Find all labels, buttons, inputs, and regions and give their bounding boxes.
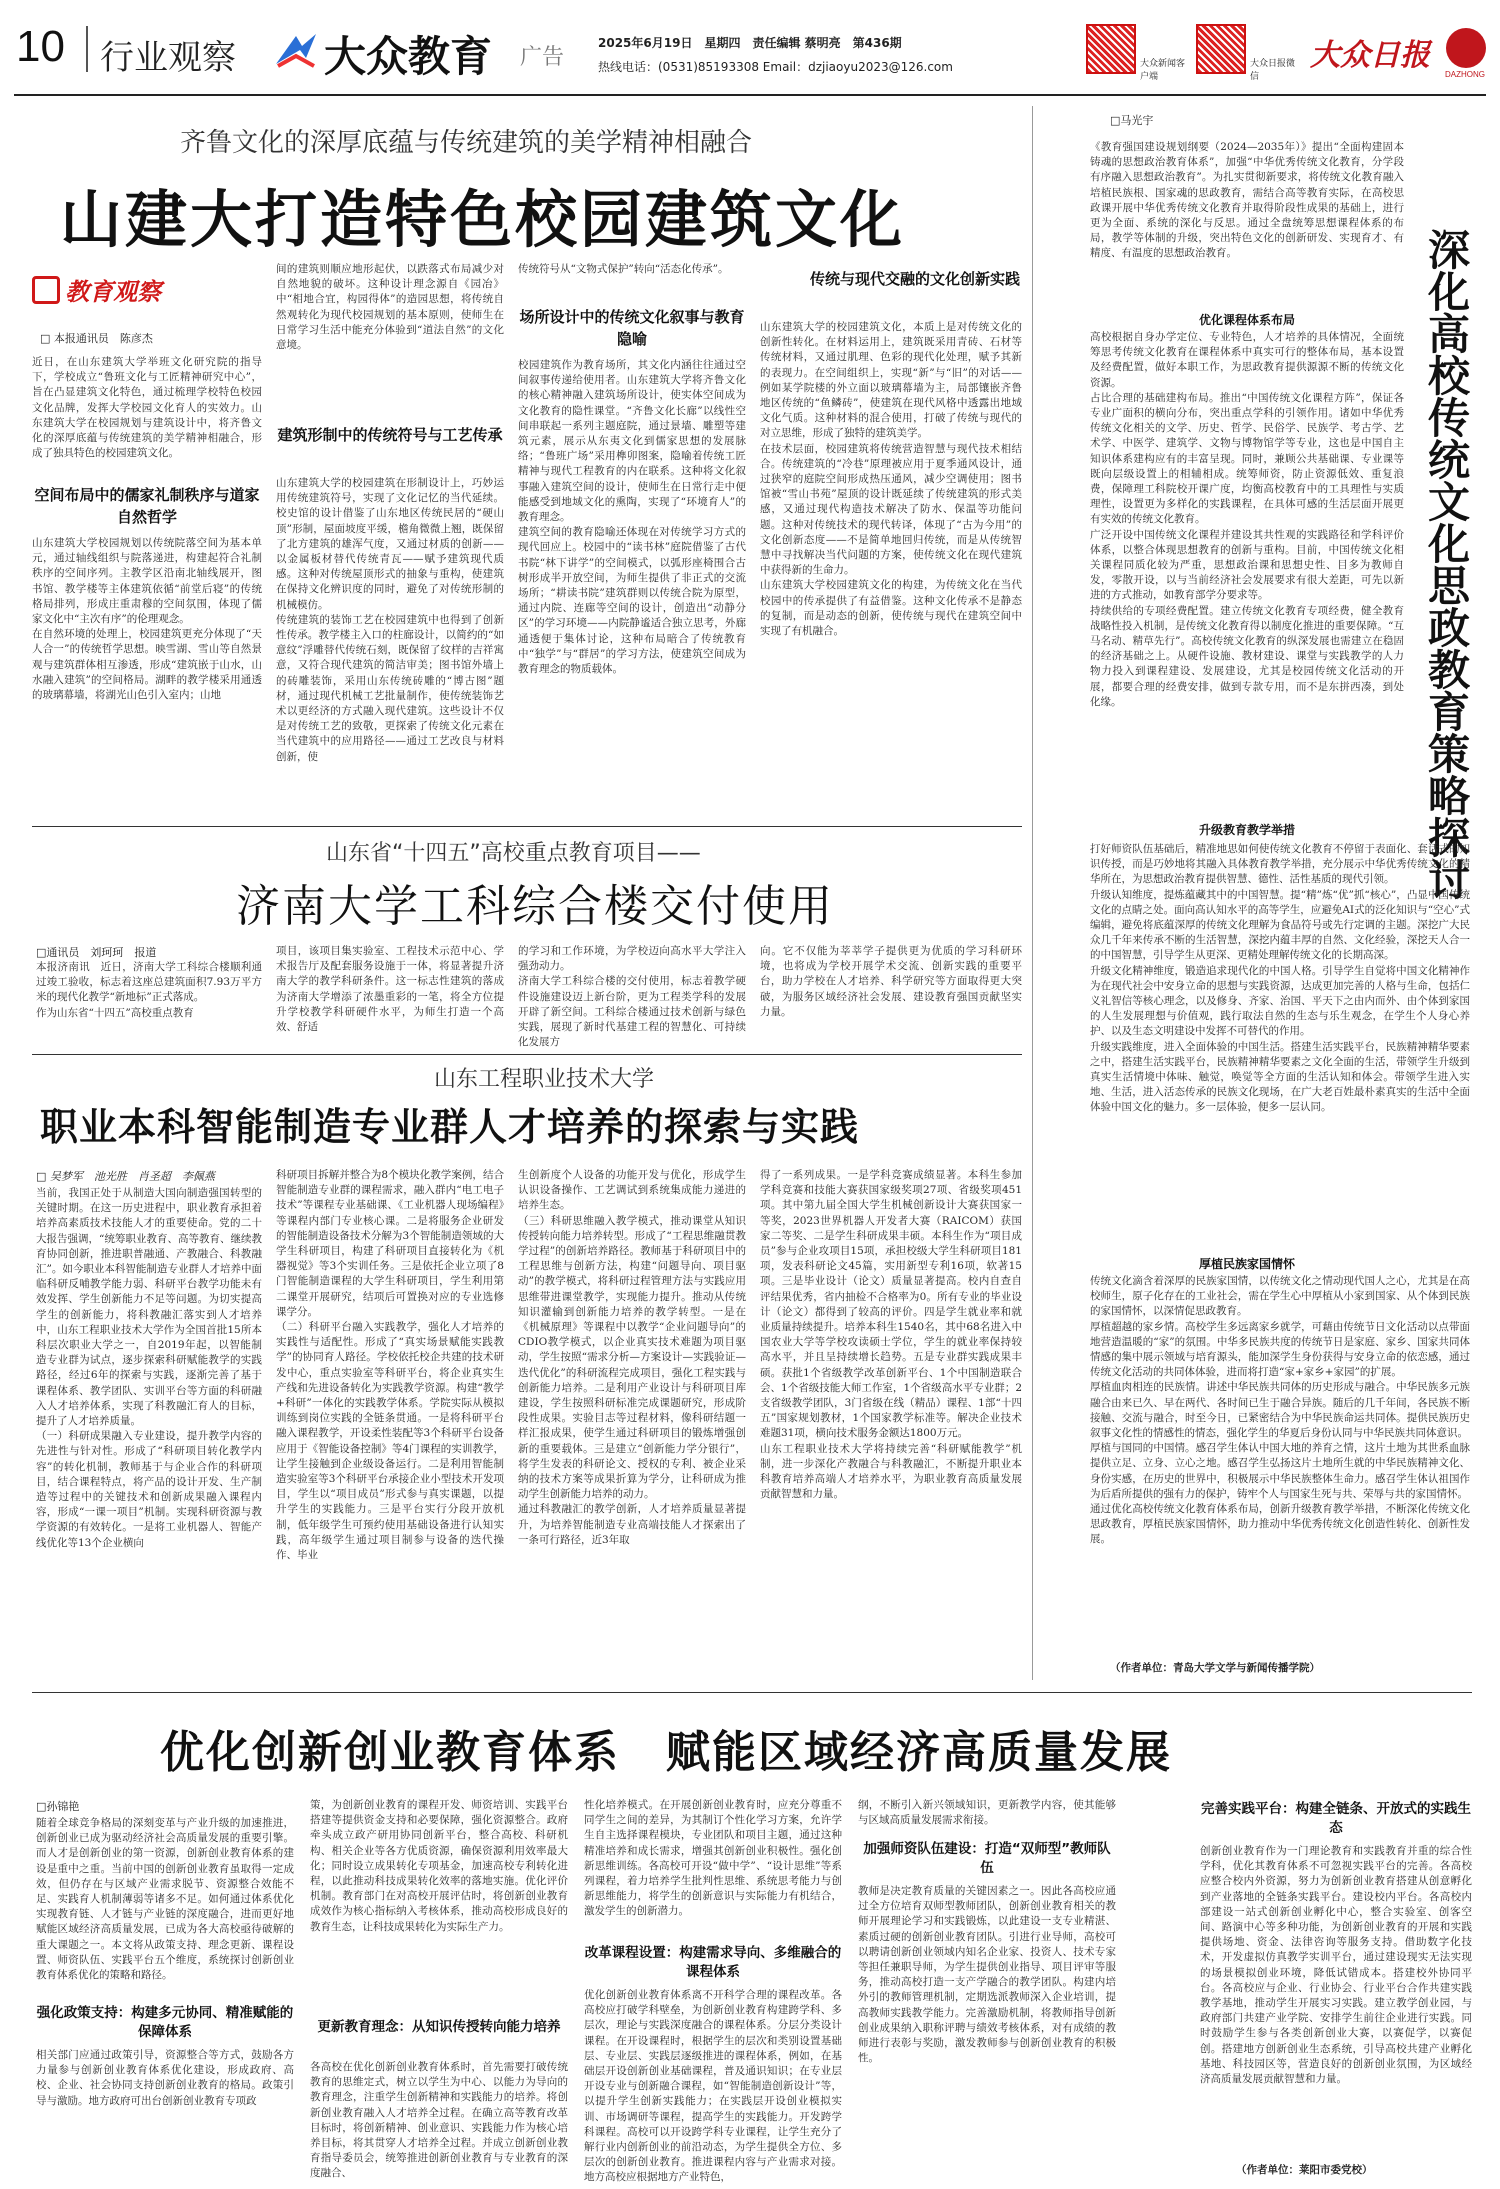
article-kicker: 山东工程职业技术大学 xyxy=(434,1067,655,1092)
article-body: 教师是决定教育质量的关键因素之一。因此各高校应通过全方位培育双师型教师团队，创新创业教育相关的教师开展理论学习和实践锻炼，以此建设一支专业精湛、素质过硬的创新创业教育团队。引进行业导师，高校可以聘请创新创业领域内知名企业家、投资人、技术专家等担任兼职导师，为学生提供创业指导、项目评审等服务，推动高校打造一支产学融合的教学团队。构建内培外引的教师管理机制，定期选派教师深入企业培训，提高教师实践教学能力。完善激励机制，将教师指导创新创业成果纳入职称评聘与绩效考核体系，对有成绩的教师进行表彰与奖励，激发教师参与创新创业教育的积极性。 xyxy=(858,1885,1116,2065)
article-body: 校园建筑作为教育场所，其文化内涵往往通过空间叙事传递给使用者。山东建筑大学将齐鲁文化的核心精神融入建筑场所设计，使实体空间成为文化教育的隐性课堂。“齐鲁文化长廊”以线性空间串联起一系列主题庭院，通过景墙、雕塑等建筑元素，展示从东夷文化到儒家思想的发展脉络；“鲁班广场”采用榫卯图案，隐喻着传统工匠精神与现代工程教育的内在联系。这种将文化叙事融入建筑空间的设计，使师生在日常行走中便能感受到地域文化的熏陶，实现了“环境育人”的教育理念。 建筑空间的教育隐喻还体现在对传统学习方式的现代回应上。校园中的“读书林”庭院借鉴了古代书院“林下讲学”的空间模式，以弧形座椅围合古树形成半开放空间，为师生提供了非正式的交流场所；“耕读书院”建筑群则以传统合院为原型，通过内院、连廊等空间的设计，创造出“动静分区”的学习环境——内院静谧适合独立思考，外廊通透便于集体讨论，这种布局暗合了传统教育中“独学”与“群居”的学习方法，使建筑空间成为教育理念的物质载体。 xyxy=(518,359,746,676)
article-body: 传统文化滴含着深厚的民族家国情，以传统文化之情动现代国人之心，尤其是在高校师生，原子化存在的工业社会，需在学生心中厚植从小家到国家、从个体到民族的家国情怀，以深情促思政教育。 厚植超越的家乡情。高校学生多远离家乡就学，可藉由传统节日文化活动以点带面地营造温暖的“家”的氛围。中华多民族共度的传统节日是家庭、家乡、国家共同体情感的集中展示领域与培育源头，能加深学生身份获得与安身立命的依恋感，通过传统文化活动的共同体体验，进而将打造“家+家乡+家园”的扩展。 厚植血肉相连的民族情。讲述中华民族共同体的历史形成与融合。中华民族多元族融合由来已久、早在两代、各时间已生于融合异族。随后的几千年间，各民族不断接触、交流与融合，时至今日，已紧密结合为中华民族命运共同体。提供民族历史叙事文化性的情感性的情态，强化学生的华夏后身份认同与中华民族共同体意识。 厚植与国同的中国情。感召学生体认中国大地的养育之情，这片土地为其世系血脉提供立足、立身、立心之地。感召学生弘扬这片土地所生就的中华民族精神文化、身份实感，在历史的世界中，积极展示中华民族整体生命力。感召学生体认祖国作为后盾所提供的强有力的保护，铸牢个人与国家生死与共、荣辱与共的家国情怀。 通过优化高校传统文化教育体系布局，创新升级教育教学举措，不断深化传统文化思政教育，厚植民族家国情怀，助力推动中华优秀传统文化创造性转化、创新性发展。 xyxy=(1090,1275,1470,1546)
masthead xyxy=(0,0,1500,92)
subheading: 升级教育教学举措 xyxy=(1198,823,1295,837)
header-divider xyxy=(86,26,88,72)
dazhong-logo: 大众日报 xyxy=(1310,38,1430,73)
article-body: 间的建筑则顺应地形起伏，以跌落式布局减少对自然地貌的破坏。这种设计理念源自《园冶》中“相地合宜，构园得体”的造园思想，将传统自然观转化为现代校园规划的基本原则，使师生在日常学习生活中能充分体验到“道法自然”的文化意境。 xyxy=(276,263,504,352)
byline: □通讯员 刘珂珂 报道 xyxy=(36,946,157,959)
section-rule xyxy=(32,1692,1472,1693)
column-tag-label: 教育观察 xyxy=(65,278,162,306)
article-body: 近日，在山东建筑大学举班文化研究院的指导下，学校成立“鲁班文化与工匠精神研究中心”，旨在凸显建筑文化特色，通过梳理学校特色校园文化品牌，发挥大学校园文化育人的实效力。山东建筑大学在校园规划与建筑设计中，将齐鲁文化的深厚底蕴与传统建筑的美学精神相融合，形成了独具特色的校园建筑文化。 xyxy=(32,356,262,460)
section-rule xyxy=(32,826,1022,827)
article-body: 各高校在优化创新创业教育体系时，首先需要打破传统教育的思维定式，树立以学生为中心、以能力为导向的教育理念，注重学生创新精神和实践能力的培养。将创新创业教育融入人才培养全过程。在确立高等教育改革目标时，将创新精神、创业意识、实践能力作为核心培养目标，将其贯穿人才培养全过程。并成立创新创业教育指导委员会，统筹推进创新创业教育与专业教育的深度融合、 xyxy=(310,2061,568,2180)
article-body: 性化培养模式。在开展创新创业教育时，应充分尊重不同学生之间的差异，为其制订个性化学习方案，允许学生自主选择课程模块，专业团队和项目主题，通过这种精准培养和成长需求，增强其创新创业积极性。强化创新思维训练。各高校可开设“做中学”、“设计思维”等系列课程，着力培养学生批判性思维、系统思考能力与创新思维能力，将学生的创新意识与实际能力有机结合，激发学生的创新潜力。 xyxy=(584,1799,842,1918)
subheading: 传统与现代交融的文化创新实践 xyxy=(810,270,1021,288)
section-name: 行业观察 xyxy=(100,38,236,78)
article-body: 打好师资队伍基础后，精准地思如何使传统文化教育不停留于表面化、套话式的知识传授，而是巧妙地将其融入具体教育教学举措，充分展示中华优秀传统文化的精华所在，为思想政治教育提供智慧、德性、活性基质的现代引领。 升级认知维度，提炼蕴藏其中的中国智慧。提“精”炼“优”抓“核心”，凸显中国传统文化的点睛之处。面向高认知水平的高等学生，应避免AI式的泛化知识与“空心”式编辑，避免将底蕴深厚的传统文化理解为食品符号或先行定调的主题。深挖广大民众几千年来传承不断的生活智慧，深挖内蕴丰厚的自然、文化经验，深挖天人合一的中国智慧，引导学生从更深、更精处理解传统文化的长期高深。 升级文化精神维度，锻造追求现代化的中国人格。引导学生自觉将中国文化精神作为在现代社会中安身立命的思想与实践资源，达成更加完善的人格与生命，包括仁义礼智信等核心理念，以及修身、齐家、治国、平天下之由内而外、由个体到家国的人生发展理想与价值观，践行取法自然的生态与乐生观念，在学生个人身心养护、以及生态文明建设中发挥不可替代的作用。 升级实践维度，进入全面体验的中国生活。搭建生活实践平台，民族精神精华要素之中，搭建生活实践平台，民族精神精华要素之文化全面的生活，带领学生升级到真实生活情境中体味、触觉，唤觉等全方面的生活认知和体会。带领学生进入实地、生活，进入活态传承的民族文化现场，在广大老百姓最朴素真实的生活中全面体验中国文化的魅力。多一层体验，便多一层认同。 xyxy=(1090,843,1470,1114)
paper-name: 大众教育 xyxy=(324,32,493,81)
subheading: 加强师资队伍建设：打造“双师型”教师队伍 xyxy=(863,1841,1111,1876)
subheading: 厚植民族家国情怀 xyxy=(1198,1257,1295,1271)
dazhong-logo-icon xyxy=(1446,28,1486,68)
subheading: 完善实践平台：构建全链条、开放式的实践生态 xyxy=(1201,1801,1471,1836)
qr-code-icon[interactable] xyxy=(1086,24,1136,74)
article-kicker: 山东省“十四五”高校重点教育项目—— xyxy=(326,841,701,866)
byline: □ 吴梦军 池光胜 肖圣超 李佩燕 xyxy=(36,1170,215,1183)
article-body: 相关部门应通过政策引导，资源整合等方式，鼓励各方力量参与创新创业教育体系优化建设，形成政府、高校、企业、社会协同支持创新创业教育的格局。政策引导与激励。地方政府可出台创新创业教育专项政 xyxy=(36,2049,294,2107)
article-title: 职业本科智能制造专业群人才培养的探索与实践 xyxy=(40,1105,860,1149)
article-body: 传统符号从“文物式保护”转向“活态化传承”。 xyxy=(518,263,729,275)
article-kicker: 齐鲁文化的深厚底蕴与传统建筑的美学精神相融合 xyxy=(180,128,753,158)
subheading: 强化政策支持：构建多元协同、精准赋能的保障体系 xyxy=(36,2005,294,2040)
subheading: 空间布局中的儒家礼制秩序与道家自然哲学 xyxy=(34,486,260,526)
article-body: 山东建筑大学的校园建筑文化，本质上是对传统文化的创新性转化。在材料运用上，建筑既采用青砖、石材等传统材料，又通过肌理、色彩的现代化处理，赋予其新的表现力。在空间组织上，实现“新”与“旧”的对话——例如某学院楼的外立面以玻璃幕墙为主，局部镶嵌齐鲁地区传统的“鱼鳞砖”，使建筑在现代风格中透露出地域文化气质。这种材料的混合使用，打破了传统与现代的对立思维，形成了独特的建筑美学。 在技术层面，校园建筑将传统营造智慧与现代技术相结合。传统建筑的“冷巷”原理被应用于夏季通风设计，通过狭窄的庭院空间形成热压通风，减少空调使用；图书馆被“雪山书苑”屋顶的设计既延续了传统建筑的形式美感，又通过现代构造技术解决了防水、保温等功能问题。这种对传统技术的现代转译，体现了“古为今用”的文化创新态度——不是简单地回归传统，而是从传统智慧中寻找解决当代问题的方案，使传统文化在现代建筑中获得新的生命力。 山东建筑大学校园建筑文化的构建，为传统文化在当代校园中的传承提供了有益借鉴。这种文化传承不是静态的复制，而是动态的创新，使传统与现代在建筑空间中实现了有机融合。 xyxy=(760,321,1022,638)
author-unit: （作者单位：青岛大学文学与新闻传播学院） xyxy=(1110,1662,1320,1674)
subheading: 优化课程体系布局 xyxy=(1198,313,1295,327)
byline: □ 本报通讯员 陈彦杰 xyxy=(40,332,153,345)
qr-caption: 大众新闻客户端 xyxy=(1140,59,1186,82)
article-title: 山建大打造特色校园建筑文化 xyxy=(60,183,906,256)
header-contact-line: 热线电话：(0531)85193308 Email：dzjiaoyu2023@126.com xyxy=(598,60,953,74)
qr-caption: 大众日报微信 xyxy=(1250,59,1296,82)
article-body: 创新创业教育作为一门理论教育和实践教育并重的综合性学科，优化其教育体系不可忽视实践平台的完善。各高校应整合校内外资源，努力为创新创业教育搭建从创意孵化到产业落地的全链条实践平台。建设校内平台。各高校内部建设一站式创新创业孵化中心，整合实验室、创客空间、路演中心等多种功能，为创新创业教育的开展和实践提供场地、资金、法律咨询等服务支持。借助数字化技术，开发虚拟仿真教学实训平台，通过建设现实无法实现的场景模拟创业环境，降低试错成本。搭建校外协同平台。各高校应与企业、行业协会、行业平台合作共建实践教学基地，推动学生开展实习实践。建立教学创业园，与政府部门共建产业学院、安排学生前往企业进行实践。同时鼓励学生参与各类创新创业大赛，以赛促学，以赛促创。搭建地方创新创业生态系统，引导高校共建产业孵化基地、科技园区等，营造良好的创新创业氛围，为区域经济高质量发展贡献智慧和力量。 xyxy=(1200,1845,1472,2086)
column-divider xyxy=(1032,106,1033,1680)
subheading: 建筑形制中的传统符号与工艺传承 xyxy=(277,426,503,444)
paper-logo-icon xyxy=(272,28,320,72)
section-rule xyxy=(32,1054,1022,1055)
article-body: 高校根据自身办学定位、专业特色，人才培养的具体情况，全面统筹思考传统文化教育在课程体系中真实可行的整体布局，基本设置及经费配置，做好本职工作，为思政教育提供源源不断的传统文化资源。 占比合理的基础建构布局。推出“中国传统文化课程方阵”，保证各专业广面积的横向分布，突出重点学科的引领作用。诸如中华优秀传统文化相关的文学、历史、哲学、民俗学、民族学、考古学、艺术学、中医学、建筑学、文物与博物馆学等专业，这也是中国自主知识体系建构应有的丰富呈现。同时，兼顾公共基础课、专业课等既向层级设置上的相辅相成。统筹师资，防止资源低效、重复浪费，保障理工科院校开课广度，均衡高校教育中的工具理性与实质理性，设置更为多样化的实践课程，在具体可感的生活层面开展更有实效的传统文化教育。 广泛开设中国传统文化课程并建设其共性观的实践路径和学科评价体系，以整合体现思想教育的创新与重构。目前，中国传统文化相关课程同质化较为严重，思想政治课和思想史性、目多为教师自发，零散开设，以与当前经济社会发展要求有很大差距，可先以新进的方式推动，如教育部学分要求等。 持续供给的专项经费配置。建立传统文化教育专项经费，健全教育战略性投入机制，是传统文化教育得以制度化推进的重要保障。“互马名动、精草先行”。高校传统文化教育的纵深发展也需建立在稳固的经济基础之上。从硬件设施、教材建设、课堂与实践教学的人力物力投入到课程建设、发展建设，尤其是校园传统文化活动的开展，都要合理的经费安排，做到专款专用，而不是东拼西凑，到处化缘。 xyxy=(1090,331,1404,708)
article-title: 优化创新创业教育体系 赋能区域经济高质量发展 xyxy=(160,1727,1172,1778)
article-body: 得了一系列成果。一是学科竞赛成绩显著。本科生参加学科竞赛和技能大赛获国家级奖项27项、省级奖项451项。其中第九届全国大学生机械创新设计大赛获国家一等奖，2023世界机器人开发者大赛（RAICOM）获国家二等奖、二是学生科研成果丰硕。本科生作为“项目成员”参与企业攻项目15项，承担校级大学生科研项目181项，发表科研论文45篇，实用新型专利16项，软著15项。三是毕业设计（论文）质量显著提高。校内自查自评结果优秀，省内抽检不合格率为0。所有专业的毕业设计（论文）都得到了较高的评价。四是学生就业率和就业质量持续提升。培养本科生1540名，其中68名进入中国农业大学等学校攻读硕士学位，学生的就业率保持较高水平，并且呈持续增长趋势。五是专业群实践成果丰硕。获批1个省级教学改革创新平台、1个中国制造联合会、1个省级技能大师工作室，1个省级高水平专业群；2支省级教学团队，3门省级在线（精品）课程、1部“十四五”国家规划教材，1个国家教学标准等。解决企业技术难题31项，横向技术服务金额达1800万元。 山东工程职业技术大学将持续完善“科研赋能教学”机制，进一步深化产教融合与科教融汇，不断提升职业本科教育培养高端人才培养水平，为职业教育高质量发展贡献智慧和力量。 xyxy=(760,1169,1022,1501)
article-body: 的学习和工作环境，为学校迈向高水平大学注入强劲动力。 济南大学工科综合楼的交付使用，标志着教学硬件设施建设迈上新台阶，更为工程类学科的发展开辟了新空间。工科综合楼通过技术创新与绿色实践，展现了新时代基建工程的智慧化、可持续化发展方 xyxy=(518,945,746,1049)
article-title: 济南大学工科综合楼交付使用 xyxy=(236,881,834,932)
article-body: 《教育强国建设规划纲要（2024—2035年）》提出“全面构建固本铸魂的思想政治教育体系”，加强“中华优秀传统文化教育，分学段有序融入思想政治教育”。为扎实贯彻新要求，将传统文化教育融入培植民族根、国家魂的思政教育，需结合高等教育实际，在高校思政课开展中华优秀传统文化教育并取得阶段性成果的基础上，进行更为全面、系统的深化与反思。通过全盘统筹思想课程体系的布局，教学等体制的升级，突出特色文化的创新研发、实现育才、有精度、有温度的思想政治教育。 xyxy=(1090,141,1404,260)
article-body: 本报济南讯 近日，济南大学工科综合楼顺利通过竣工验收，标志着这座总建筑面积7.93万平方米的现代化教学“新地标”正式落成。 作为山东省“十四五”高校重点教育 xyxy=(36,961,262,1019)
article-body: 随着全球竞争格局的深刻变革与产业升级的加速推进，创新创业已成为驱动经济社会高质量发展的重要引擎。而人才是创新创业的第一资源，创新创业教育体系的建设是重中之重。当前中国的创新创业教育虽取得一定成效，但仍存在与区域产业需求脱节、资源整合效能不足、实践育人机制薄弱等诸多不足。如何通过体系优化实现教育链、人才链与产业链的深度融合，进而更好地赋能区域经济高质量发展，已成为各大高校亟待破解的重大课题之一。本文将从政策支持、理念更新、课程设置、师资队伍、实践平台五个维度，系统探讨创新创业教育体系优化的策略和路径。 xyxy=(36,1817,294,1982)
byline: □孙锦艳 xyxy=(36,1800,80,1813)
article-body: 山东建筑大学的校园建筑在形制设计上，巧妙运用传统建筑符号，实现了文化记忆的当代延续。校史馆的设计借鉴了山东地区传统民居的“硬山顶”形制，屋面坡度平缓，檐角微微上翘，既保留了北方建筑的雄浑气度，又通过材质的创新——以金属板材替代传统青瓦——赋予建筑现代质感。这种对传统屋顶形式的抽象与重构，使建筑在保持文化辨识度的同时，避免了对传统形制的机械模仿。 传统建筑的装饰工艺在校园建筑中也得到了创新性传承。教学楼主入口的柱廊设计，以简约的“如意纹”浮雕替代传统石刻，既保留了纹样的吉祥寓意，又符合现代建筑的简洁审美；图书馆外墙上的砖雕装饰，采用山东传统砖雕的“博古图”题材，通过现代机械工艺批量制作，使传统装饰艺术以更经济的方式融入现代建筑。这些设计不仅是对传统工艺的致敬，更探索了传统文化元素在当代建筑中的应用路径——通过工艺改良与材料创新，使 xyxy=(276,477,504,763)
article-body: 向。它不仅能为莘莘学子提供更为优质的学习科研环境，也将成为学校开展学术交流、创新实践的重要平台，助力学校在人才培养、科学研究等方面取得更大突破，为服务区域经济社会发展、建设教育强国贡献坚实力量。 xyxy=(760,945,1022,1018)
subheading: 改革课程设置：构建需求导向、多维融合的课程体系 xyxy=(584,1945,842,1980)
column-tag-icon xyxy=(32,276,60,304)
qr-code-icon[interactable] xyxy=(1196,24,1246,74)
article-body: 山东建筑大学校园规划以传统院落空间为基本单元，通过轴线组织与院落递进，构建起符合礼制秩序的空间序列。主教学区沿南北轴线展开，图书馆、教学楼等主体建筑依循“前堂后寝”的传统格局排列，形成庄重肃穆的空间氛围，体现了儒家文化中“主次有序”的伦理观念。 在自然环境的处理上，校园建筑更充分体现了“天人合一”的传统哲学思想。映雪湖、雪山等自然景观与建筑群体相互渗透，形成“建筑嵌于山水，山水融入建筑”的空间格局。湖畔的教学楼采用通透的玻璃幕墙，将湖光山色引入室内；山地 xyxy=(32,537,262,702)
article-body: 科研项目拆解并整合为8个模块化教学案例，结合智能制造专业群的课程需求，融入群内“电工电子技术”等课程专业基础课、《工业机器人现场编程》等课程内部门专业核心课。二是将服务企业研发的智能制造设备技术分解为3个智能制造领域的大学生科研项目，构建了科研项目直接转化为《机器视觉》等3个实训任务。三是依托企业立项了8门智能制造课程的大学生科研项目，学生利用第二课堂开展研究，结项后可置换对应的专业选修课学分。 （二）科研平台融入实践教学，强化人才培养的实践性与适配性。形成了“真实场景赋能实践教学”的协同育人路径。学校依托校企共建的技术研发中心，重点实验室等科研平台，将企业真实生产线和先进设备转化为实践教学资源。构建“教学+科研”一体化的实践教学体系。学院实际从模拟训练到岗位实践的全链条贯通。一是将科研平台融入课程教学，开设柔性装配等3个科研平台设备应用于《智能设备控制》等4门课程的实训教学，让学生接触到企业级设备运行。二是利用智能制造实验室等3个科研平台承接企业小型技术开发项目，学生以“项目成员”形式参与真实课题，以提升学生的实践能力。三是平台实行分段开放机制，低年级学生可预约使用基础设备进行认知实践，高年级学生通过项目制参与设备的迭代操作、毕业 xyxy=(276,1169,504,1562)
header-rule xyxy=(14,94,1486,96)
article-body: 纲，不断引入新兴领域知识，更新教学内容，使其能够与区域高质量发展需求衔接。 xyxy=(858,1799,1116,1827)
page-number: 10 xyxy=(16,22,65,71)
ad-label: 广告 xyxy=(520,45,565,70)
subheading: 更新教育理念：从知识传授转向能力培养 xyxy=(317,2019,561,2035)
byline: □马光宇 xyxy=(1110,114,1154,127)
article-title-vertical: 深化高校传统文化思政教育策略探讨 xyxy=(1422,228,1471,900)
article-body: 生创新度个人设备的功能开发与优化，形成学生认识设备操作、工艺调试到系统集成能力递进的培养生态。 （三）科研思维融入教学模式，推动课堂从知识传授转向能力培养转型。形成了“工程思维融贯教学过程”的创新培养路径。教师基于科研项目中的工程思维与创新方法，构建“问题导向、项目驱动”的教学模式，将科研过程管理方法与实践应用思维带进课堂教学，实现能力提升。推动从传统知识灌输到创新能力培养的教学转型。一是在《机械原理》等课程中以教学“企业问题导向”的CDIO教学模式，以企业真实技术难题为项目驱动，学生按照“需求分析—方案设计—实践验证—迭代优化”的科研流程完成项目，强化工程实践与创新能力培养。二是利用产业设计与科研项目库建设，学生按照科研标准完成课题研究，形成阶段性成果。实验目志等过程材料，像科研结题一样汇报成果，使学生通过科研项目的锻炼增强创新的重要载体。三是建立“创新能力学分银行”，将学生发表的科研论文、授权的专利、被企业采纳的技术方案等成果折算为学分，让科研成为推动学生创新能力培养的动力。 通过科教融汇的教学创新，人才培养质量显著提升，为培养智能制造专业高端技能人才探索出了一条可行路径，近3年取 xyxy=(518,1169,746,1546)
article-body: 项目，该项目集实验室、工程技术示范中心、学术报告厅及配套服务设施于一体，将显著提升济南大学的教学科研条件。这一标志性建筑的落成为济南大学增添了浓墨重彩的一笔，将全方位提升学校教学科研硬件水平，为师生打造一个高效、舒适 xyxy=(276,945,504,1034)
column-tag xyxy=(32,272,161,307)
subheading: 场所设计中的传统文化叙事与教育隐喻 xyxy=(519,308,745,348)
dazhong-logo-sub: DAZHONG xyxy=(1445,70,1485,79)
article-body: 优化创新创业教育体系离不开科学合理的课程改革。各高校应打破学科壁垒，为创新创业教育构建跨学科、多层次，理论与实践深度融合的课程体系。分层分类设计课程。在开设课程时，根据学生的层次和类别设置基础层、专业层、实践层逐级推进的课程体系，例如，在基础层开设创新创业基础课程，普及通识知识；在专业层开设专业与创新融合课程，如“智能制造创新设计”等，以提升学生创新实践能力；在实践层开设创业模拟实训、市场调研等课程，提高学生的实践能力。开发跨学科课程。高校可以开设跨学科专业课程，让学生充分了解行业内创新创业的前沿动态，为学生提供全方位、多层次的创新创业教育。推进课程内容与产业需求对接。地方高校应根据地方产业特色， xyxy=(584,1989,842,2184)
article-body: 策，为创新创业教育的课程开发、师资培训、实践平台搭建等提供资金支持和必要保障，强化资源整合。政府牵头成立政产研用协同创新平台，整合高校、科研机构、相关企业等各方优质资源，确保资源利用效率最大化；同时设立成果转化专项基金，加速高校专利转化进程，以此推动科技成果转化效率的落地实施。优化评价机制。教育部门在对高校开展评估时，将创新创业教育成效作为核心指标纳入考核体系，推动高校形成良好的教育生态，让科技成果转化为实际生产力。 xyxy=(310,1799,568,1933)
article-body: 当前，我国正处于从制造大国向制造强国转型的关键时期。在这一历史进程中，职业教育承担着培养高素质技术技能人才的重要使命。党的二十大报告强调，“统筹职业教育、高等教育、继续教育协同创新，推进职普融通、产教融合、科教融汇”。如今职业本科智能制造专业群人才培养中面临科研反哺教学能力弱、科研平台教学功能未有效发挥、学生创新能力不足等问题。为切实提高学生的创新能力，将科教融汇落实到人才培养中，山东工程职业技术大学作为全国首批15所本科层次职业大学之一，自2019年起，以智能制造专业群为试点，逐步探索科研赋能教学的实践路径，经过6年的探索与实践，逐渐完善了基于课程体系、教学团队、实训平台等方面的科研融入人才培养体系，实现了科教融汇育人的目标，提升了人才培养质量。 （一）科研成果融入专业建设，提升教学内容的先进性与针对性。形成了“科研项目转化教学内容”的转化机制，教师基于与企业合作的科研项目，结合课程特点，将产品的设计开发、生产制造等过程中的关键技术和创新成果融入课程内容，形成“一课一项目”机制。实现科研资源与教学资源的有效转化。一是将工业机器人、智能产线优化等13个企业横向 xyxy=(36,1187,262,1549)
author-unit: （作者单位：莱阳市委党校） xyxy=(1236,2164,1373,2176)
header-date-line: 2025年6月19日 星期四 责任编辑 蔡明亮 第436期 xyxy=(598,36,902,50)
